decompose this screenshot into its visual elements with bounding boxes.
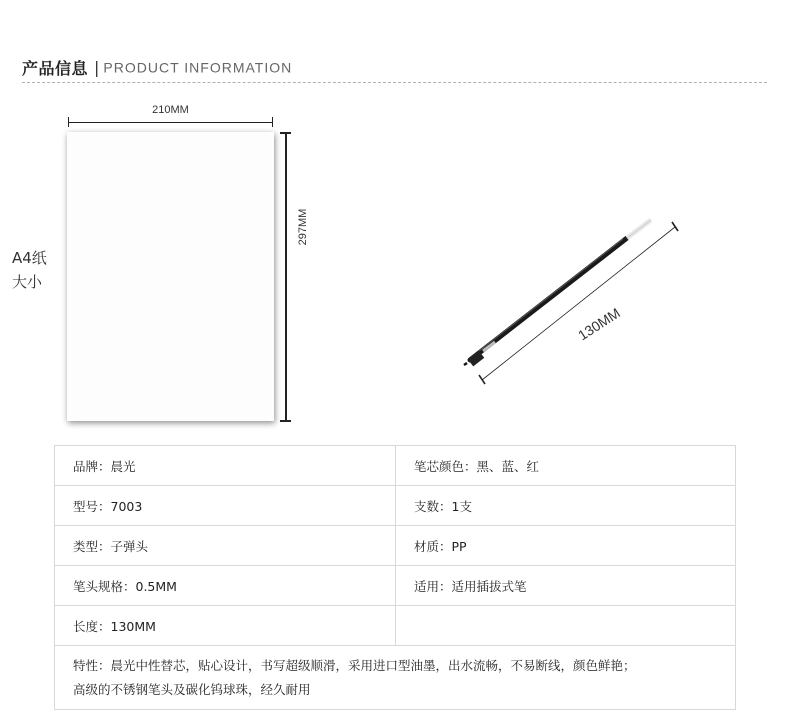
header-divider: [22, 82, 767, 83]
spec-length: 长度：130MM: [55, 606, 396, 646]
refill-length-dimension: [479, 222, 678, 384]
paper-height-label: 297MM: [297, 208, 309, 246]
spec-count: 支数：1支: [396, 486, 736, 526]
spec-compatible: 适用：适用插拔式笔: [396, 566, 736, 606]
pen-refill-illustration: [455, 215, 685, 390]
spec-material: 材质：PP: [396, 526, 736, 566]
section-header: [22, 56, 292, 82]
table-row: [55, 606, 736, 646]
table-row: [55, 486, 736, 526]
paper-width-left-tick: [68, 117, 69, 127]
title-separator: |: [94, 58, 100, 77]
table-row: [55, 446, 736, 486]
spec-table: [54, 445, 736, 710]
a4-paper-illustration: [67, 132, 274, 421]
spec-brand: 品牌：晨光: [55, 446, 396, 486]
table-row: [55, 526, 736, 566]
paper-height-bottom-tick: [280, 420, 291, 422]
spec-model: 型号：7003: [55, 486, 396, 526]
paper-height-top-tick: [280, 132, 291, 134]
feature-line-2: 高级的不锈钢笔头及碳化钨球珠，经久耐用: [73, 682, 311, 697]
spec-empty-cell: [396, 606, 736, 646]
section-title-en: PRODUCT INFORMATION: [103, 59, 293, 76]
feature-line-1: 特性：晨光中性替芯，贴心设计，书写超级顺滑，采用进口型油墨，出水流畅，不易断线，颜色鲜艳；: [73, 658, 636, 673]
section-title-cn: 产品信息: [22, 59, 89, 78]
pen-refill-icon: [464, 220, 651, 366]
table-row: [55, 566, 736, 606]
paper-width-right-tick: [272, 117, 273, 127]
paper-width-dimension-line: [68, 122, 273, 123]
spec-tip-size: 笔头规格：0.5MM: [55, 566, 396, 606]
spec-features: [55, 646, 736, 710]
spec-refill-color: 笔芯颜色：黑、蓝、红: [396, 446, 736, 486]
a4-size-caption: [12, 246, 47, 294]
a4-caption-line1: A4纸: [12, 249, 47, 267]
paper-height-dimension-line: [285, 133, 287, 421]
refill-length-label: 130MM: [575, 304, 623, 344]
table-row: [55, 646, 736, 710]
a4-caption-line2: 大小: [12, 273, 43, 291]
paper-width-label: 210MM: [152, 104, 189, 116]
spec-type: 类型：子弹头: [55, 526, 396, 566]
